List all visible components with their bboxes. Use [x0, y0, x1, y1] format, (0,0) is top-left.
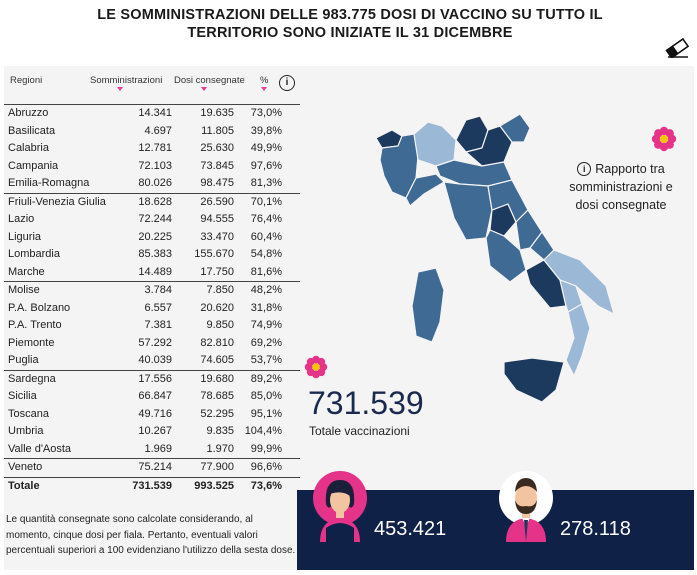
- delivered-cell: 98.475: [200, 177, 234, 189]
- percent-cell: 85,0%: [250, 390, 282, 402]
- delivered-cell: 19.635: [200, 107, 234, 119]
- header-region[interactable]: Regioni: [10, 75, 43, 86]
- table-row[interactable]: [4, 104, 300, 123]
- table-row[interactable]: [4, 123, 300, 141]
- table-row[interactable]: [4, 158, 300, 176]
- region-cell: Emilia-Romagna: [8, 177, 90, 189]
- table-row[interactable]: [4, 211, 300, 229]
- delivered-cell: 993.525: [194, 479, 234, 492]
- delivered-cell: 94.555: [200, 213, 234, 225]
- delivered-cell: 73.845: [200, 159, 234, 172]
- table-row[interactable]: [4, 317, 300, 335]
- info-icon[interactable]: i: [279, 75, 295, 91]
- table-row[interactable]: [4, 140, 300, 158]
- delivered-cell: 77.900: [200, 461, 234, 473]
- administered-cell: 85.383: [138, 248, 172, 260]
- administered-cell: 66.847: [138, 390, 172, 402]
- table-row[interactable]: [4, 264, 300, 282]
- percent-cell: 48,2%: [250, 284, 282, 296]
- female-vaccinations-value: 453.421: [374, 518, 447, 540]
- administered-cell: 17.556: [138, 372, 172, 385]
- table-row[interactable]: [4, 370, 300, 389]
- delivered-cell: 7.850: [206, 284, 234, 296]
- administered-cell: 80.026: [138, 177, 172, 189]
- flower-icon: [651, 126, 677, 152]
- percent-cell: 70,1%: [250, 195, 282, 208]
- region-cell: P.A. Bolzano: [8, 301, 71, 314]
- header-delivered[interactable]: Dosi consegnate: [174, 75, 245, 86]
- delivered-cell: 9.835: [206, 425, 234, 437]
- table-row[interactable]: [4, 388, 300, 406]
- sort-arrow-icon[interactable]: [201, 87, 207, 91]
- delivered-cell: 1.970: [206, 442, 234, 455]
- man-avatar-icon: [498, 470, 554, 542]
- woman-avatar-icon: [312, 470, 368, 542]
- table-row[interactable]: [4, 246, 300, 264]
- percent-cell: 104,4%: [244, 425, 282, 437]
- region-cell: Abruzzo: [8, 107, 49, 119]
- percent-cell: 96,6%: [250, 461, 282, 473]
- administered-cell: 72.244: [138, 213, 172, 225]
- administered-cell: 20.225: [138, 230, 172, 243]
- eraser-icon[interactable]: [664, 38, 690, 58]
- administered-cell: 10.267: [138, 425, 172, 437]
- percent-cell: 74,9%: [250, 319, 282, 331]
- percent-cell: 95,1%: [250, 407, 282, 420]
- table-body: [4, 104, 300, 495]
- delivered-cell: 17.750: [200, 265, 234, 278]
- table-row[interactable]: [4, 300, 300, 318]
- administered-cell: 3.784: [144, 284, 172, 296]
- delivered-cell: 19.680: [200, 372, 234, 385]
- italy-map: [370, 100, 620, 420]
- administered-cell: 731.539: [132, 479, 172, 492]
- region-cell: Umbria: [8, 425, 44, 437]
- map-region-sardegna: [412, 268, 444, 342]
- legend-text: i Rapporto tra somministrazioni e dosi consegnate: [569, 162, 673, 212]
- sort-arrow-icon[interactable]: [261, 87, 267, 91]
- percent-cell: 89,2%: [250, 372, 282, 385]
- administered-cell: 57.292: [138, 336, 172, 349]
- region-cell: Basilicata: [8, 124, 56, 137]
- administered-cell: 75.214: [138, 461, 172, 473]
- total-vaccinations-label: Totale vaccinazioni: [309, 424, 410, 438]
- percent-cell: 31,8%: [250, 301, 282, 314]
- administered-cell: 18.628: [138, 195, 172, 208]
- administered-cell: 7.381: [144, 319, 172, 331]
- flower-icon: [304, 355, 328, 379]
- region-cell: P.A. Trento: [8, 319, 62, 331]
- region-cell: Marche: [8, 265, 45, 278]
- total-vaccinations-value: 731.539: [308, 385, 424, 421]
- male-vaccinations-value: 278.118: [560, 518, 631, 540]
- region-cell: Piemonte: [8, 336, 55, 349]
- region-cell: Puglia: [8, 354, 39, 366]
- sort-arrow-icon[interactable]: [117, 87, 123, 91]
- table-row[interactable]: [4, 175, 300, 193]
- percent-cell: 81,6%: [250, 265, 282, 278]
- administered-cell: 49.716: [138, 407, 172, 420]
- delivered-cell: 9.850: [206, 319, 234, 331]
- delivered-cell: 11.805: [201, 124, 234, 137]
- map-region-toscana: [444, 182, 492, 240]
- administered-cell: 72.103: [138, 159, 172, 172]
- delivered-cell: 82.810: [200, 336, 234, 349]
- table-row[interactable]: [4, 352, 300, 370]
- table-row[interactable]: [4, 193, 300, 212]
- percent-cell: 60,4%: [250, 230, 282, 243]
- region-cell: Sicilia: [8, 390, 37, 402]
- delivered-cell: 155.670: [194, 248, 234, 260]
- delivered-cell: 78.685: [200, 390, 234, 402]
- map-region-lombardia: [414, 122, 456, 166]
- administered-cell: 4.697: [144, 124, 172, 137]
- table-row[interactable]: [4, 423, 300, 441]
- region-cell: Toscana: [8, 407, 49, 420]
- table-row[interactable]: [4, 458, 300, 477]
- delivered-cell: 74.605: [200, 354, 234, 366]
- region-cell: Lombardia: [8, 248, 60, 260]
- percent-cell: 39,8%: [250, 124, 282, 137]
- delivered-cell: 25.630: [200, 142, 234, 154]
- administered-cell: 14.489: [138, 265, 172, 278]
- percent-cell: 49,9%: [250, 142, 282, 154]
- table-row[interactable]: [4, 406, 300, 424]
- map-region-calabria: [566, 304, 590, 376]
- percent-cell: 97,6%: [250, 159, 282, 172]
- page-title: LE SOMMINISTRAZIONI DELLE 983.775 DOSI DI VACCINO SU TUTTO IL TERRITORIO SONO INIZIATE IL 31 DICEMBRE: [97, 7, 603, 41]
- delivered-cell: 20.620: [200, 301, 234, 314]
- table-row[interactable]: [4, 335, 300, 353]
- header-administered[interactable]: Somministrazioni: [90, 75, 163, 86]
- header-percent[interactable]: %: [260, 75, 269, 86]
- table-header: [4, 66, 300, 104]
- delivered-cell: 26.590: [200, 195, 234, 208]
- percent-cell: 69,2%: [250, 336, 282, 349]
- region-cell: Liguria: [8, 230, 42, 243]
- administered-cell: 12.781: [138, 142, 172, 154]
- percent-cell: 99,9%: [250, 442, 282, 455]
- region-cell: Molise: [8, 284, 40, 296]
- regions-table: [4, 66, 300, 495]
- percent-cell: 81,3%: [250, 177, 282, 189]
- percent-cell: 76,4%: [250, 213, 282, 225]
- map-region-sicilia: [504, 358, 564, 402]
- table-total-row[interactable]: [4, 477, 300, 496]
- region-cell: Lazio: [8, 213, 35, 225]
- administered-cell: 14.341: [138, 107, 172, 119]
- footnote: Le quantità consegnate sono calcolate considerando, al momento, cinque dosi per fiala. Pertanto, eventuali valori percentuali superiori a 100 evidenziano l'utilizzo della sesta dose.: [6, 514, 296, 556]
- table-row[interactable]: [4, 441, 300, 459]
- region-cell: Friuli-Venezia Giulia: [8, 195, 106, 208]
- region-cell: Calabria: [8, 142, 49, 154]
- percent-cell: 73,0%: [250, 107, 282, 119]
- region-cell: Sardegna: [8, 372, 56, 385]
- region-cell: Veneto: [8, 461, 43, 473]
- percent-cell: 53,7%: [250, 354, 282, 366]
- table-row[interactable]: [4, 281, 300, 300]
- percent-cell: 54,8%: [250, 248, 282, 260]
- delivered-cell: 52.295: [200, 407, 234, 420]
- region-cell: Valle d'Aosta: [8, 442, 72, 455]
- administered-cell: 6.557: [144, 301, 172, 314]
- info-icon: i: [577, 162, 591, 176]
- administered-cell: 40.039: [138, 354, 172, 366]
- administered-cell: 1.969: [144, 442, 172, 455]
- delivered-cell: 33.470: [200, 230, 234, 243]
- table-row[interactable]: [4, 229, 300, 247]
- region-cell: Totale: [8, 479, 40, 492]
- region-cell: Campania: [8, 159, 59, 172]
- percent-cell: 73,6%: [250, 479, 282, 492]
